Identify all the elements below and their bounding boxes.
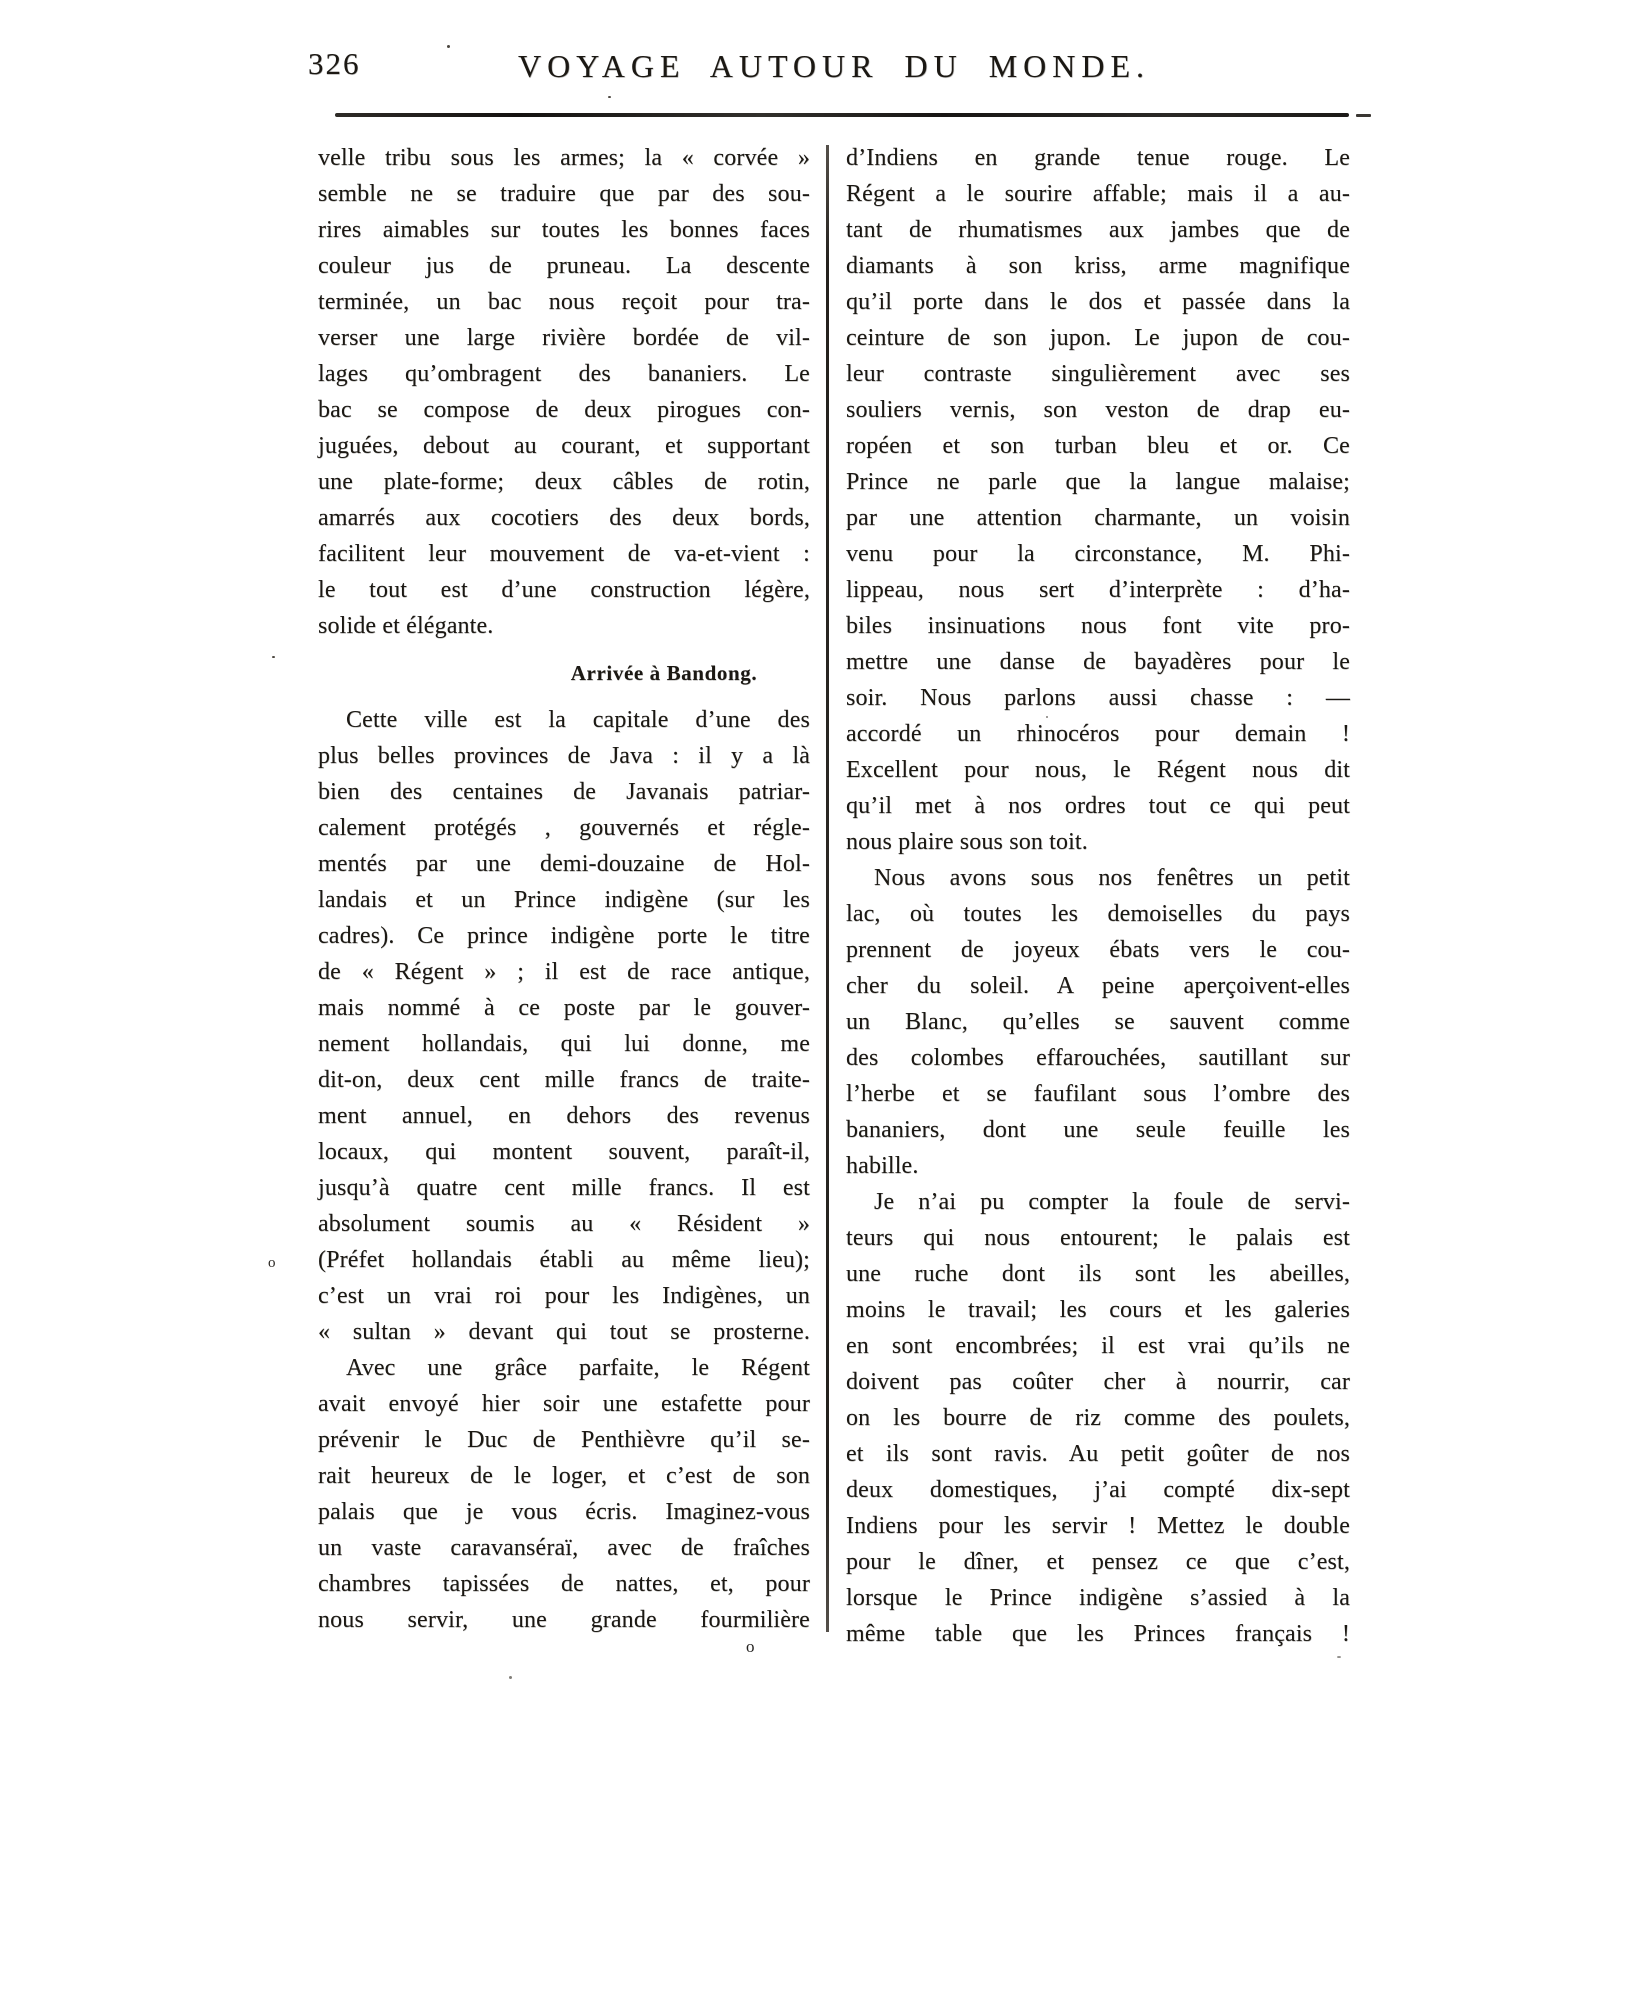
text-line: Prince ne parle que la langue malaise; (846, 469, 1350, 495)
text-line: venu pour la circonstance, M. Phi- (846, 541, 1350, 567)
text-line: avait envoyé hier soir une estafette pour (318, 1391, 810, 1417)
header-rule (335, 113, 1349, 117)
text-line: Excellent pour nous, le Régent nous dit (846, 757, 1350, 783)
text-line: un Blanc, qu’elles se sauvent comme (846, 1009, 1350, 1035)
text-line: deux domestiques, j’ai compté dix-sept (846, 1477, 1350, 1503)
text-line: terminée, un bac nous reçoit pour tra- (318, 289, 810, 315)
text-line: lac, où toutes les demoiselles du pays (846, 901, 1350, 927)
text-line: moins le travail; les cours et les galeries (846, 1297, 1350, 1323)
text-line: solide et élégante. (318, 613, 494, 639)
text-line: locaux, qui montent souvent, paraît-il, (318, 1139, 810, 1165)
text-line: par une attention charmante, un voisin (846, 505, 1350, 531)
paragraph (318, 140, 810, 644)
text-line: des colombes effarouchées, sautillant sur (846, 1045, 1350, 1071)
text-line: lippeau, nous sert d’interprète : d’ha- (846, 577, 1350, 603)
text-line: doivent pas coûter cher à nourrir, car (846, 1369, 1350, 1395)
text-line: nous plaire sous son toit. (846, 829, 1088, 855)
text-line: ment annuel, en dehors des revenus (318, 1103, 810, 1129)
text-line: mais nommé à ce poste par le gouver- (318, 995, 810, 1021)
scan-speck (1046, 716, 1048, 718)
text-line: Avec une grâce parfaite, le Régent (346, 1355, 810, 1381)
text-line: juguées, debout au courant, et supportant (318, 433, 810, 459)
text-line: diamants à son kriss, arme magnifique (846, 253, 1350, 279)
text-line: rires aimables sur toutes les bonnes faces (318, 217, 810, 243)
text-line: dit-on, deux cent mille francs de traite- (318, 1067, 810, 1093)
text-line: et ils sont ravis. Au petit goûter de nos (846, 1441, 1350, 1467)
text-line: plus belles provinces de Java : il y a là (318, 743, 810, 769)
right-column (846, 140, 1350, 1652)
text-line: bac se compose de deux pirogues con- (318, 397, 810, 423)
text-line: velle tribu sous les armes; la « corvée » (318, 145, 810, 171)
text-line: facilitent leur mouvement de va-et-vient : (318, 541, 810, 567)
text-line: amarrés aux cocotiers des deux bords, (318, 505, 810, 531)
paragraph (846, 140, 1350, 860)
text-line: (Préfet hollandais établi au même lieu); (318, 1247, 810, 1273)
text-line: nous servir, une grande fourmilière (318, 1607, 810, 1633)
text-line: qu’il met à nos ordres tout ce qui peut (846, 793, 1350, 819)
text-line: palais que je vous écris. Imaginez-vous (318, 1499, 810, 1525)
paragraph (318, 702, 810, 1350)
text-line: chambres tapissées de nattes, et, pour (318, 1571, 810, 1597)
scan-speck (272, 656, 275, 658)
paragraph (318, 1350, 810, 1638)
text-line: même table que les Princes français ! (846, 1621, 1350, 1647)
signature-mark: o (746, 1637, 755, 1656)
text-line: souliers vernis, son veston de drap eu- (846, 397, 1350, 423)
page-number: 326 (308, 46, 361, 81)
text-line: accordé un rhinocéros pour demain ! (846, 721, 1350, 747)
text-line: un vaste caravanséraï, avec de fraîches (318, 1535, 810, 1561)
text-line: teurs qui nous entourent; le palais est (846, 1225, 1350, 1251)
text-line: prévenir le Duc de Penthièvre qu’il se- (318, 1427, 810, 1453)
text-line: couleur jus de pruneau. La descente (318, 253, 810, 279)
text-line: bien des centaines de Javanais patriar- (318, 779, 810, 805)
text-line: rait heureux de le loger, et c’est de son (318, 1463, 810, 1489)
text-line: Je n’ai pu compter la foule de servi- (874, 1189, 1350, 1215)
text-line: en sont encombrées; il est vrai qu’ils ne (846, 1333, 1350, 1359)
text-line: mentés par une demi-douzaine de Hol- (318, 851, 810, 877)
scan-speck (1337, 1656, 1341, 1658)
text-line: d’Indiens en grande tenue rouge. Le (846, 145, 1350, 171)
text-line: l’herbe et se faufilant sous l’ombre des (846, 1081, 1350, 1107)
left-column (318, 140, 810, 1638)
text-line: absolument soumis au « Résident » (318, 1211, 810, 1237)
column-divider (826, 145, 829, 1632)
text-line: bananiers, dont une seule feuille les (846, 1117, 1350, 1143)
text-line: lorsque le Prince indigène s’assied à la (846, 1585, 1350, 1611)
text-line: on les bourre de riz comme des poulets, (846, 1405, 1350, 1431)
text-line: Régent a le sourire affable; mais il a au- (846, 181, 1350, 207)
text-line: nement hollandais, qui lui donne, me (318, 1031, 810, 1057)
paragraph (846, 860, 1350, 1184)
scan-speck (509, 1676, 512, 1679)
text-line: « sultan » devant qui tout se prosterne. (318, 1319, 810, 1345)
text-line: qu’il porte dans le dos et passée dans la (846, 289, 1350, 315)
text-line: prennent de joyeux ébats vers le cou- (846, 937, 1350, 963)
text-line: tant de rhumatismes aux jambes que de (846, 217, 1350, 243)
text-line: Indiens pour les servir ! Mettez le double (846, 1513, 1350, 1539)
text-line: mettre une danse de bayadères pour le (846, 649, 1350, 675)
text-line: soir. Nous parlons aussi chasse : — (846, 685, 1350, 711)
margin-mark: o (268, 1255, 276, 1271)
text-line: semble ne se traduire que par des sou- (318, 181, 810, 207)
header-rule-dash (1356, 114, 1371, 117)
scan-speck (608, 96, 611, 98)
text-line: le tout est d’une construction légère, (318, 577, 810, 603)
text-line: jusqu’à quatre cent mille francs. Il est (318, 1175, 810, 1201)
text-line: landais et un Prince indigène (sur les (318, 887, 810, 913)
section-heading: Arrivée à Bandong. (570, 661, 758, 685)
running-title: VOYAGE AUTOUR DU MONDE. (517, 48, 1151, 84)
text-line: pour le dîner, et pensez ce que c’est, (846, 1549, 1350, 1575)
text-line: verser une large rivière bordée de vil- (318, 325, 810, 351)
text-line: c’est un vrai roi pour les Indigènes, un (318, 1283, 810, 1309)
text-line: une plate-forme; deux câbles de rotin, (318, 469, 810, 495)
text-line: habille. (846, 1153, 919, 1179)
text-line: calement protégés , gouvernés et régle- (318, 815, 810, 841)
text-line: biles insinuations nous font vite pro- (846, 613, 1350, 639)
scan-speck (447, 45, 450, 48)
text-line: une ruche dont ils sont les abeilles, (846, 1261, 1350, 1287)
text-line: Cette ville est la capitale d’une des (346, 707, 810, 733)
text-line: cadres). Ce prince indigène porte le titre (318, 923, 810, 949)
text-line: de « Régent » ; il est de race antique, (318, 959, 810, 985)
text-line: lages qu’ombragent des bananiers. Le (318, 361, 810, 387)
text-line: cher du soleil. A peine aperçoivent-elles (846, 973, 1350, 999)
text-line: ropéen et son turban bleu et or. Ce (846, 433, 1350, 459)
text-line: leur contraste singulièrement avec ses (846, 361, 1350, 387)
text-line: Nous avons sous nos fenêtres un petit (874, 865, 1350, 891)
paragraph (846, 1184, 1350, 1652)
text-line: ceinture de son jupon. Le jupon de cou- (846, 325, 1350, 351)
